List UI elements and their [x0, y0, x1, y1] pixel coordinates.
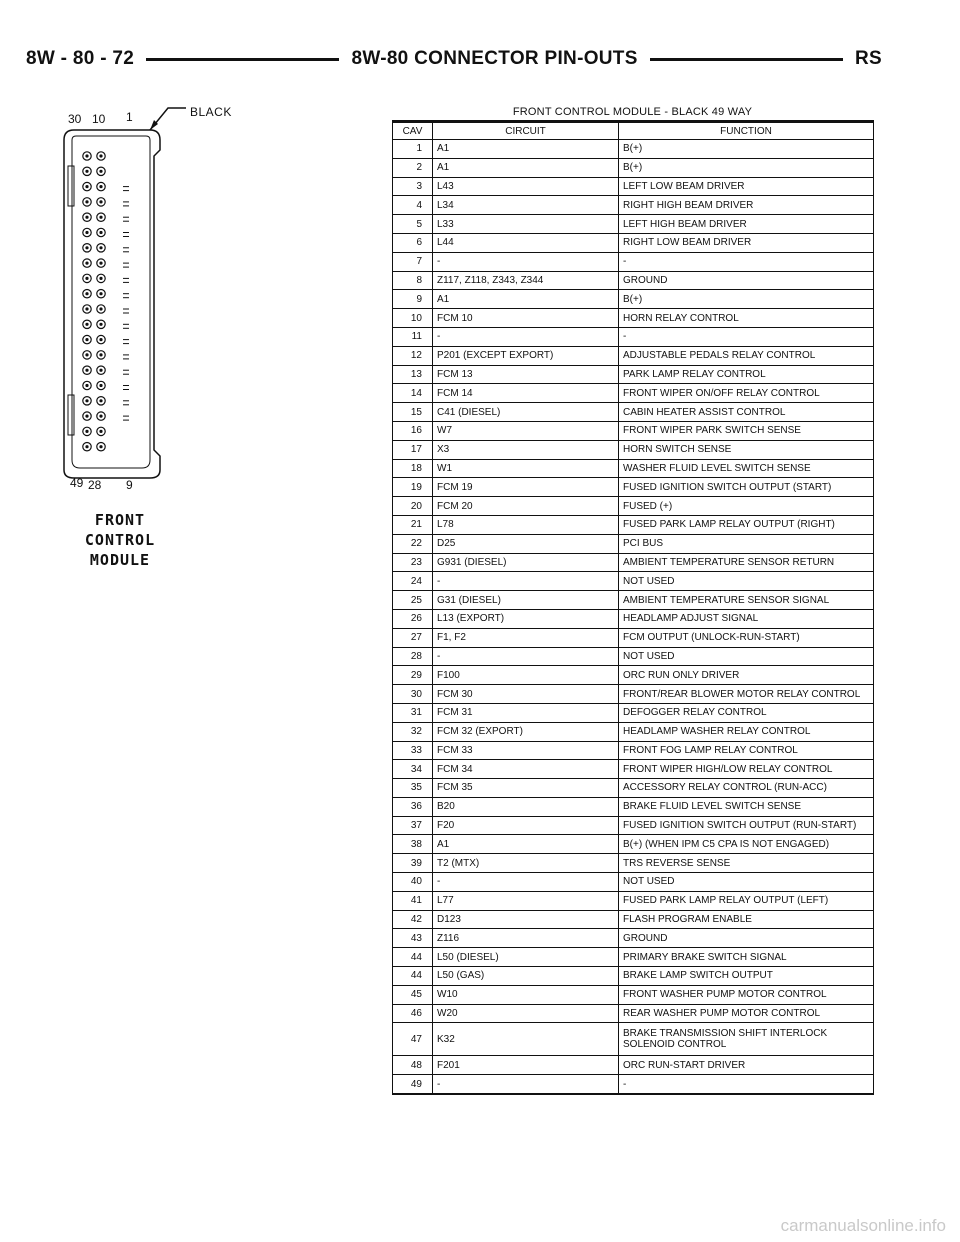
- circuit-cell: D25: [433, 534, 619, 553]
- circuit-cell: W10: [433, 985, 619, 1004]
- circuit-cell: W7: [433, 421, 619, 440]
- function-cell: FRONT WIPER PARK SWITCH SENSE: [619, 421, 874, 440]
- circuit-cell: L43: [433, 177, 619, 196]
- cavity-cell: 39: [393, 854, 433, 873]
- function-cell: FUSED IGNITION SWITCH OUTPUT (RUN-START): [619, 816, 874, 835]
- circuit-cell: FCM 35: [433, 779, 619, 798]
- table-title: FRONT CONTROL MODULE - BLACK 49 WAY: [512, 106, 753, 118]
- table-row: [393, 365, 874, 384]
- table-row: [393, 140, 874, 159]
- table-row: [393, 252, 874, 271]
- function-cell: BRAKE FLUID LEVEL SWITCH SENSE: [619, 797, 874, 816]
- pin-contact: [99, 154, 102, 157]
- circuit-cell: L78: [433, 515, 619, 534]
- circuit-cell: FCM 19: [433, 478, 619, 497]
- circuit-cell: L34: [433, 196, 619, 215]
- cavity-cell: 15: [393, 403, 433, 422]
- cavity-cell: 19: [393, 478, 433, 497]
- cavity-cell: 37: [393, 816, 433, 835]
- pin-contact: [99, 292, 102, 295]
- function-cell: FRONT WIPER HIGH/LOW RELAY CONTROL: [619, 760, 874, 779]
- table-row: [393, 685, 874, 704]
- circuit-cell: A1: [433, 835, 619, 854]
- pin-contact: [99, 185, 102, 188]
- table-row: [393, 572, 874, 591]
- connector-face-drawing: [50, 100, 240, 500]
- function-cell: AMBIENT TEMPERATURE SENSOR RETURN: [619, 553, 874, 572]
- pinout-table: [392, 120, 874, 1095]
- circuit-cell: K32: [433, 1023, 619, 1056]
- cavity-cell: 48: [393, 1056, 433, 1075]
- cavity-cell: 20: [393, 497, 433, 516]
- table-row: [393, 196, 874, 215]
- pin-label-bottom-left: 49: [70, 476, 84, 490]
- function-cell: HEADLAMP WASHER RELAY CONTROL: [619, 722, 874, 741]
- function-cell: B(+): [619, 290, 874, 309]
- table-row: [393, 534, 874, 553]
- color-label-leader: [150, 108, 186, 130]
- function-cell: LEFT HIGH BEAM DRIVER: [619, 215, 874, 234]
- function-cell: BRAKE TRANSMISSION SHIFT INTERLOCK SOLENOID CONTROL: [619, 1023, 874, 1056]
- circuit-cell: FCM 30: [433, 685, 619, 704]
- table-row: [393, 421, 874, 440]
- table-row: [393, 666, 874, 685]
- function-cell: FCM OUTPUT (UNLOCK-RUN-START): [619, 628, 874, 647]
- function-cell: DEFOGGER RELAY CONTROL: [619, 703, 874, 722]
- function-cell: RIGHT LOW BEAM DRIVER: [619, 233, 874, 252]
- circuit-cell: Z116: [433, 929, 619, 948]
- table-row: [393, 854, 874, 873]
- pin-tick-marks: [123, 187, 129, 421]
- function-cell: HORN SWITCH SENSE: [619, 440, 874, 459]
- circuit-cell: Z117, Z118, Z343, Z344: [433, 271, 619, 290]
- cavity-cell: 25: [393, 591, 433, 610]
- function-cell: PRIMARY BRAKE SWITCH SIGNAL: [619, 948, 874, 967]
- cavity-cell: 26: [393, 609, 433, 628]
- cavity-cell: 23: [393, 553, 433, 572]
- section-title: 8W-80 CONNECTOR PIN-OUTS: [351, 48, 638, 69]
- table-row: [393, 703, 874, 722]
- table-row: [393, 271, 874, 290]
- table-row: [393, 816, 874, 835]
- table-row: [393, 346, 874, 365]
- pin-contact: [99, 262, 102, 265]
- circuit-cell: -: [433, 572, 619, 591]
- pin-contact: [99, 369, 102, 372]
- module-name-line-3: MODULE: [89, 551, 151, 569]
- header-rule-right: [650, 58, 843, 61]
- pin-label-top-left: 30: [68, 112, 82, 126]
- function-cell: FUSED IGNITION SWITCH OUTPUT (START): [619, 478, 874, 497]
- table-row: [393, 553, 874, 572]
- cavity-cell: 41: [393, 891, 433, 910]
- cavity-cell: 29: [393, 666, 433, 685]
- connector-key-top: [68, 166, 74, 206]
- pin-contact: [85, 216, 88, 219]
- table-row: [393, 215, 874, 234]
- circuit-cell: -: [433, 647, 619, 666]
- table-row: [393, 327, 874, 346]
- function-cell: FRONT/REAR BLOWER MOTOR RELAY CONTROL: [619, 685, 874, 704]
- table-row: [393, 591, 874, 610]
- function-cell: NOT USED: [619, 647, 874, 666]
- pin-contact: [99, 415, 102, 418]
- pin-contact: [99, 231, 102, 234]
- pin-contact: [99, 384, 102, 387]
- cavity-cell: 14: [393, 384, 433, 403]
- circuit-cell: -: [433, 873, 619, 892]
- table-row: [393, 647, 874, 666]
- cavity-cell: 43: [393, 929, 433, 948]
- pin-contact: [99, 170, 102, 173]
- circuit-cell: F20: [433, 816, 619, 835]
- cavity-cell: 44: [393, 967, 433, 986]
- module-name-line-1: FRONT: [94, 511, 146, 529]
- table-row: [393, 177, 874, 196]
- pinout-table-section: [392, 104, 873, 1095]
- function-cell: PCI BUS: [619, 534, 874, 553]
- cavity-cell: 47: [393, 1023, 433, 1056]
- cavity-cell: 46: [393, 1004, 433, 1023]
- table-row: [393, 609, 874, 628]
- table-row: [393, 440, 874, 459]
- pin-contact: [99, 445, 102, 448]
- circuit-cell: -: [433, 1075, 619, 1094]
- function-cell: FLASH PROGRAM ENABLE: [619, 910, 874, 929]
- cavity-cell: 2: [393, 158, 433, 177]
- cavity-cell: 24: [393, 572, 433, 591]
- table-row: [393, 985, 874, 1004]
- table-row: [393, 967, 874, 986]
- function-cell: HEADLAMP ADJUST SIGNAL: [619, 609, 874, 628]
- function-cell: B(+): [619, 140, 874, 159]
- table-row: [393, 158, 874, 177]
- circuit-cell: FCM 32 (EXPORT): [433, 722, 619, 741]
- function-cell: FRONT WIPER ON/OFF RELAY CONTROL: [619, 384, 874, 403]
- circuit-cell: B20: [433, 797, 619, 816]
- circuit-cell: F201: [433, 1056, 619, 1075]
- cavity-cell: 31: [393, 703, 433, 722]
- table-row: [393, 290, 874, 309]
- circuit-cell: T2 (MTX): [433, 854, 619, 873]
- book-code: RS: [855, 48, 883, 69]
- circuit-cell: P201 (EXCEPT EXPORT): [433, 346, 619, 365]
- function-cell: NOT USED: [619, 873, 874, 892]
- cavity-cell: 8: [393, 271, 433, 290]
- pin-contact: [99, 323, 102, 326]
- function-cell: GROUND: [619, 929, 874, 948]
- cavity-cell: 6: [393, 233, 433, 252]
- pin-contact: [85, 200, 88, 203]
- circuit-cell: X3: [433, 440, 619, 459]
- table-row: [393, 948, 874, 967]
- table-row: [393, 779, 874, 798]
- function-cell: B(+): [619, 158, 874, 177]
- cavity-cell: 11: [393, 327, 433, 346]
- watermark: carmanualsonline.info: [780, 1216, 946, 1235]
- function-cell: AMBIENT TEMPERATURE SENSOR SIGNAL: [619, 591, 874, 610]
- circuit-cell: L50 (GAS): [433, 967, 619, 986]
- pin-contact: [85, 353, 88, 356]
- table-row: [393, 515, 874, 534]
- pin-label-top-right: 1: [126, 110, 133, 124]
- function-cell: WASHER FLUID LEVEL SWITCH SENSE: [619, 459, 874, 478]
- connector-color-label: BLACK: [190, 105, 232, 119]
- header-circuit: CIRCUIT: [433, 122, 619, 140]
- function-cell: ORC RUN ONLY DRIVER: [619, 666, 874, 685]
- cavity-cell: 28: [393, 647, 433, 666]
- table-row: [393, 628, 874, 647]
- table-row: [393, 891, 874, 910]
- function-cell: -: [619, 1075, 874, 1094]
- pin-contact: [85, 307, 88, 310]
- cavity-cell: 32: [393, 722, 433, 741]
- page-header: [26, 46, 882, 72]
- pin-contact: [99, 399, 102, 402]
- pin-contact: [85, 154, 88, 157]
- pin-contact: [85, 246, 88, 249]
- cavity-cell: 17: [393, 440, 433, 459]
- table-header-row: [393, 122, 874, 140]
- function-cell: PARK LAMP RELAY CONTROL: [619, 365, 874, 384]
- pin-contact: [85, 338, 88, 341]
- cavity-cell: 38: [393, 835, 433, 854]
- cavity-cell: 45: [393, 985, 433, 1004]
- circuit-cell: F100: [433, 666, 619, 685]
- pin-contact: [99, 430, 102, 433]
- circuit-cell: -: [433, 252, 619, 271]
- table-row: [393, 309, 874, 328]
- module-name: [50, 510, 190, 570]
- cavity-cell: 44: [393, 948, 433, 967]
- circuit-cell: FCM 13: [433, 365, 619, 384]
- cavity-cell: 7: [393, 252, 433, 271]
- cavity-cell: 9: [393, 290, 433, 309]
- header-function: FUNCTION: [619, 122, 874, 140]
- connector-diagram: [50, 100, 240, 580]
- cavity-cell: 22: [393, 534, 433, 553]
- circuit-cell: L44: [433, 233, 619, 252]
- pin-contact: [85, 384, 88, 387]
- table-row: [393, 1056, 874, 1075]
- function-cell: TRS REVERSE SENSE: [619, 854, 874, 873]
- table-row: [393, 403, 874, 422]
- function-cell: -: [619, 252, 874, 271]
- header-cav: CAV: [393, 122, 433, 140]
- function-cell: B(+) (WHEN IPM C5 CPA IS NOT ENGAGED): [619, 835, 874, 854]
- table-row: [393, 835, 874, 854]
- cavity-cell: 5: [393, 215, 433, 234]
- function-cell: RIGHT HIGH BEAM DRIVER: [619, 196, 874, 215]
- cavity-cell: 30: [393, 685, 433, 704]
- pin-label-bottom-right: 9: [126, 478, 133, 492]
- circuit-cell: G31 (DIESEL): [433, 591, 619, 610]
- function-cell: LEFT LOW BEAM DRIVER: [619, 177, 874, 196]
- function-cell: FUSED PARK LAMP RELAY OUTPUT (LEFT): [619, 891, 874, 910]
- connector-key-bottom: [68, 395, 74, 435]
- circuit-cell: A1: [433, 158, 619, 177]
- pin-contact: [85, 185, 88, 188]
- table-row: [393, 760, 874, 779]
- cavity-cell: 40: [393, 873, 433, 892]
- circuit-cell: L50 (DIESEL): [433, 948, 619, 967]
- table-row: [393, 459, 874, 478]
- circuit-cell: F1, F2: [433, 628, 619, 647]
- cavity-cell: 4: [393, 196, 433, 215]
- pin-contact: [99, 338, 102, 341]
- circuit-cell: A1: [433, 290, 619, 309]
- pin-contact: [85, 292, 88, 295]
- header-rule-left: [146, 58, 339, 61]
- circuit-cell: L13 (EXPORT): [433, 609, 619, 628]
- table-row: [393, 722, 874, 741]
- table-row: [393, 1004, 874, 1023]
- pin-contact: [85, 170, 88, 173]
- pin-contact: [85, 415, 88, 418]
- pin-contact: [85, 445, 88, 448]
- cavity-cell: 36: [393, 797, 433, 816]
- cavity-cell: 18: [393, 459, 433, 478]
- pin-contact: [99, 216, 102, 219]
- pin-contact: [85, 231, 88, 234]
- table-row: [393, 497, 874, 516]
- module-name-line-2: CONTROL: [84, 531, 156, 549]
- cavity-cell: 34: [393, 760, 433, 779]
- pin-contact: [85, 277, 88, 280]
- pin-contact: [99, 200, 102, 203]
- table-row: [393, 478, 874, 497]
- table-row: [393, 1075, 874, 1094]
- pin-label-top-middle: 10: [92, 112, 106, 126]
- circuit-cell: A1: [433, 140, 619, 159]
- table-row: [393, 384, 874, 403]
- circuit-cell: W20: [433, 1004, 619, 1023]
- table-row: [393, 741, 874, 760]
- function-cell: FUSED (+): [619, 497, 874, 516]
- function-cell: GROUND: [619, 271, 874, 290]
- cavity-cell: 33: [393, 741, 433, 760]
- circuit-cell: W1: [433, 459, 619, 478]
- cavity-cell: 21: [393, 515, 433, 534]
- circuit-cell: FCM 10: [433, 309, 619, 328]
- pin-contact: [99, 277, 102, 280]
- cavity-cell: 1: [393, 140, 433, 159]
- pin-contact: [85, 262, 88, 265]
- function-cell: ADJUSTABLE PEDALS RELAY CONTROL: [619, 346, 874, 365]
- pinout-table-body: [393, 140, 874, 1095]
- circuit-cell: FCM 33: [433, 741, 619, 760]
- function-cell: FRONT FOG LAMP RELAY CONTROL: [619, 741, 874, 760]
- pin-contact: [85, 399, 88, 402]
- pin-contact: [85, 430, 88, 433]
- pin-contact: [85, 323, 88, 326]
- circuit-cell: C41 (DIESEL): [433, 403, 619, 422]
- cavity-cell: 49: [393, 1075, 433, 1094]
- table-row: [393, 797, 874, 816]
- cavity-cell: 3: [393, 177, 433, 196]
- function-cell: -: [619, 327, 874, 346]
- cavity-cell: 13: [393, 365, 433, 384]
- function-cell: REAR WASHER PUMP MOTOR CONTROL: [619, 1004, 874, 1023]
- cavity-cell: 10: [393, 309, 433, 328]
- cavity-cell: 16: [393, 421, 433, 440]
- function-cell: BRAKE LAMP SWITCH OUTPUT: [619, 967, 874, 986]
- circuit-cell: FCM 34: [433, 760, 619, 779]
- table-row: [393, 910, 874, 929]
- circuit-cell: FCM 14: [433, 384, 619, 403]
- pin-contact: [99, 307, 102, 310]
- table-row: [393, 233, 874, 252]
- function-cell: CABIN HEATER ASSIST CONTROL: [619, 403, 874, 422]
- pin-grid: [83, 152, 105, 451]
- connector-outline: [64, 130, 160, 478]
- cavity-cell: 42: [393, 910, 433, 929]
- circuit-cell: L77: [433, 891, 619, 910]
- circuit-cell: G931 (DIESEL): [433, 553, 619, 572]
- pin-contact: [85, 369, 88, 372]
- function-cell: ORC RUN-START DRIVER: [619, 1056, 874, 1075]
- function-cell: HORN RELAY CONTROL: [619, 309, 874, 328]
- cavity-cell: 35: [393, 779, 433, 798]
- function-cell: ACCESSORY RELAY CONTROL (RUN-ACC): [619, 779, 874, 798]
- pin-label-bottom-middle: 28: [88, 478, 102, 492]
- pin-contact: [99, 353, 102, 356]
- function-cell: FUSED PARK LAMP RELAY OUTPUT (RIGHT): [619, 515, 874, 534]
- function-cell: NOT USED: [619, 572, 874, 591]
- table-row: [393, 873, 874, 892]
- page-number: 8W - 80 - 72: [26, 48, 135, 69]
- circuit-cell: FCM 20: [433, 497, 619, 516]
- circuit-cell: FCM 31: [433, 703, 619, 722]
- cavity-cell: 12: [393, 346, 433, 365]
- cavity-cell: 27: [393, 628, 433, 647]
- function-cell: FRONT WASHER PUMP MOTOR CONTROL: [619, 985, 874, 1004]
- table-row: [393, 1023, 874, 1056]
- circuit-cell: L33: [433, 215, 619, 234]
- circuit-cell: D123: [433, 910, 619, 929]
- circuit-cell: -: [433, 327, 619, 346]
- pin-contact: [99, 246, 102, 249]
- table-row: [393, 929, 874, 948]
